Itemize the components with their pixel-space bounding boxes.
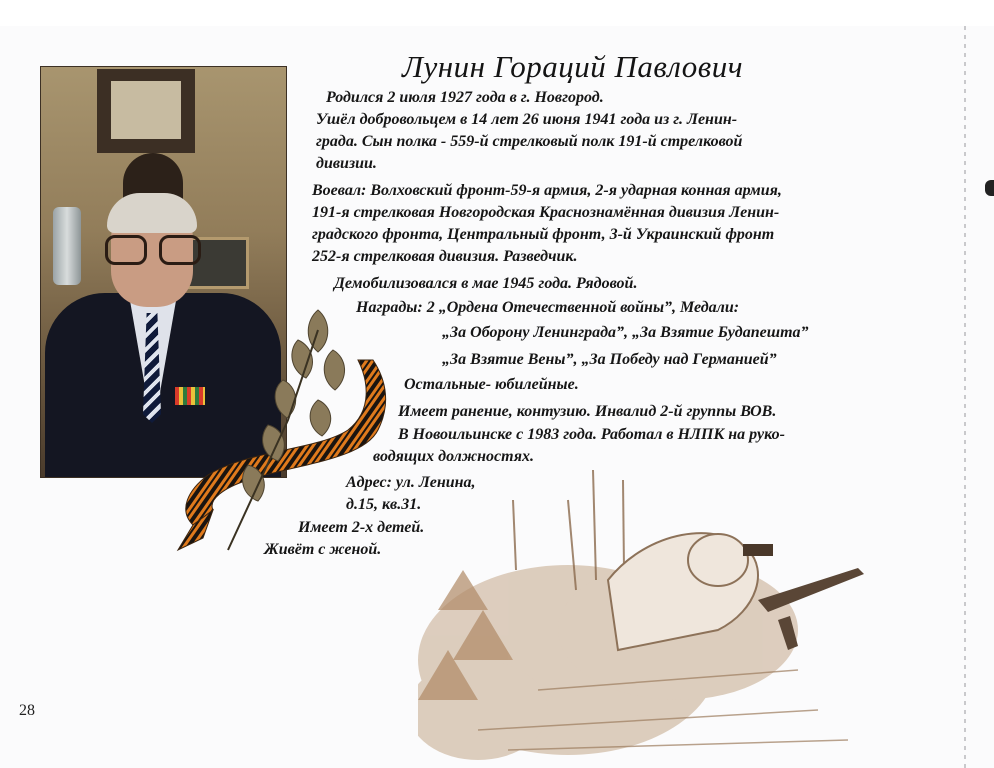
bio-line: Родился 2 июля 1927 года в г. Новгород. — [326, 89, 604, 106]
wall-portrait-picture — [111, 81, 181, 139]
page-number: 28 — [19, 702, 35, 719]
page-fold-edge — [964, 26, 966, 768]
glasses-left-lens — [105, 235, 147, 265]
bio-line: „За Оборону Ленинграда”, „За Взятие Будапешта” — [442, 324, 809, 341]
bio-line: 252-я стрелковая дивизия. Разведчик. — [312, 248, 578, 265]
bio-line: 191-я стрелковая Новгородская Краснознамённая дивизия Ленин- — [312, 204, 780, 221]
bio-line: Воевал: Волховский фронт-59-я армия, 2-я ударная конная армия, — [312, 182, 782, 199]
bio-line: градского фронта, Центральный фронт, 3-й Украинский фронт — [312, 226, 775, 243]
soldier-sketch-illustration — [418, 460, 888, 760]
bio-line: Награды: 2 „Ордена Отечественной войны”, Медали: — [356, 299, 740, 316]
glasses-right-lens — [159, 235, 201, 265]
bio-line: дивизии. — [316, 155, 377, 172]
glass-vase — [53, 207, 81, 285]
binding-mark — [985, 180, 994, 196]
bio-line: водящих должностях. — [373, 448, 534, 465]
bio-line: Демобилизовался в мае 1945 года. Рядовой. — [334, 275, 638, 292]
man-hair — [107, 193, 197, 233]
bio-line: Адрес: ул. Ленина, — [346, 474, 476, 491]
bio-line: Имеет ранение, контузию. Инвалид 2-й группы ВОВ. — [398, 403, 777, 420]
person-name-heading: Лунин Гораций Павлович — [402, 49, 744, 84]
bio-line: Имеет 2-х детей. — [298, 519, 425, 536]
bio-line: В Новоильинске с 1983 года. Работал в НЛПК на руко- — [398, 426, 785, 443]
bio-line: града. Сын полка - 559-й стрелковый полк 191-й стрелковой — [316, 133, 743, 150]
bio-line: Остальные- юбилейные. — [404, 376, 579, 393]
scan-top-margin — [0, 0, 994, 26]
bio-line: Живёт с женой. — [264, 541, 382, 558]
bio-line: „За Взятие Вены”, „За Победу над Германией” — [442, 351, 777, 368]
bio-line: д.15, кв.31. — [346, 496, 422, 513]
bio-line: Ушёл добровольцем в 14 лет 26 июня 1941 года из г. Ленин- — [316, 111, 738, 128]
